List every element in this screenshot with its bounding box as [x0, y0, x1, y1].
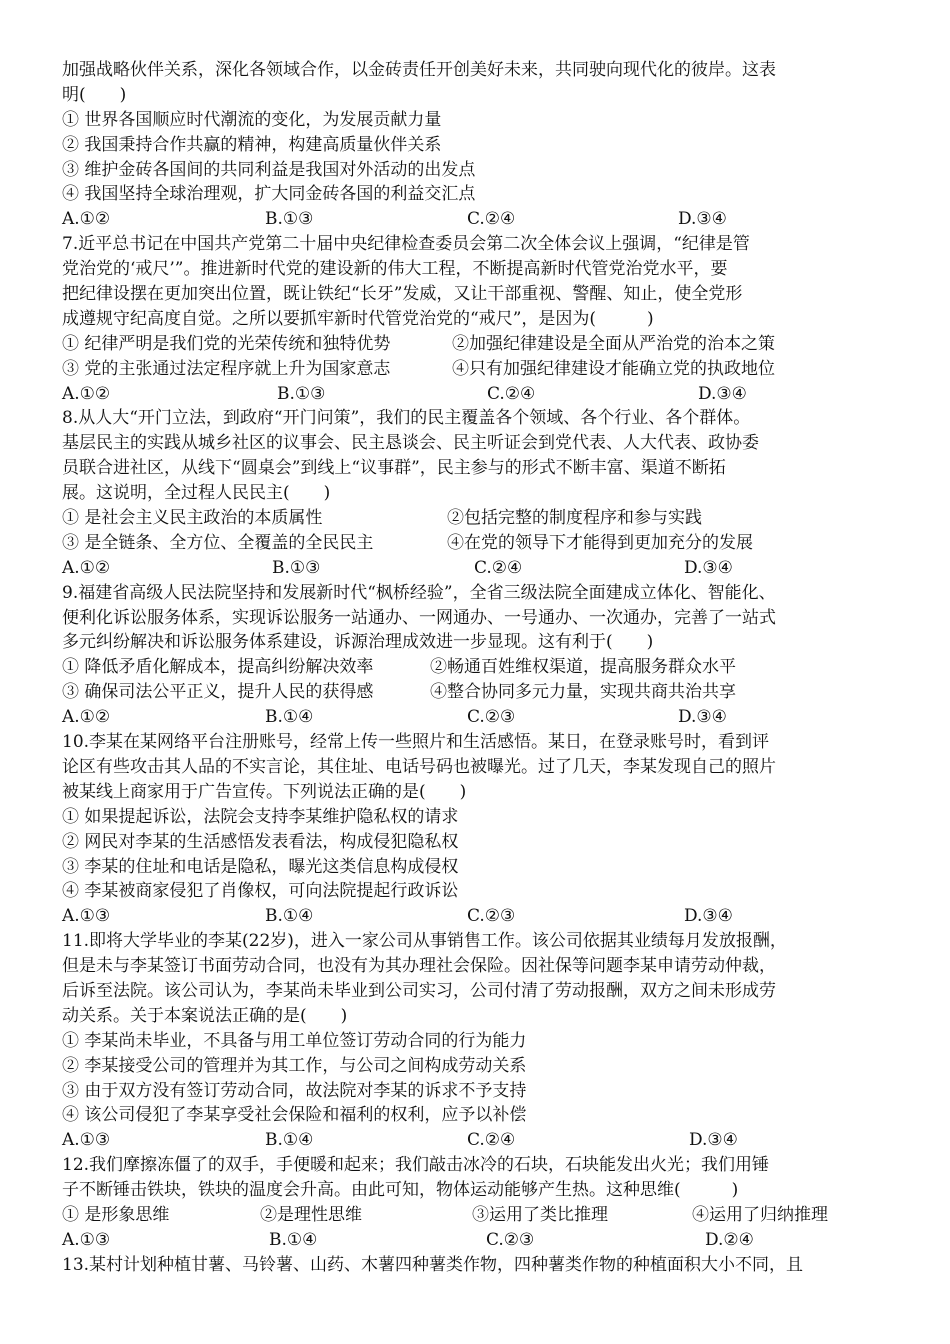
- choice-d: D.③④: [698, 383, 747, 404]
- statement-item: ① 是形象思维: [62, 1204, 170, 1225]
- statement-item: ②包括完整的制度程序和参与实践: [447, 508, 702, 529]
- choice-a: A.①②: [62, 707, 111, 728]
- question-13: [62, 1253, 902, 1278]
- choice-c: C.②③: [467, 906, 516, 927]
- statement-item: ② 李某接受公司的管理并为其工作，与公司之间构成劳动关系: [62, 1055, 527, 1076]
- stem-line: 10.李某在某网络平台注册账号，经常上传一些照片和生活感悟。某日，在登录账号时，看到评: [62, 732, 770, 753]
- answer-choices: [62, 207, 902, 232]
- stem-line: 动关系。关于本案说法正确的是( ): [62, 1005, 348, 1026]
- answer-choices: [62, 705, 902, 730]
- stem-line: 明( ): [62, 84, 127, 105]
- question-6: [62, 58, 902, 232]
- choice-d: D.③④: [684, 906, 733, 927]
- choice-c: C.②④: [487, 383, 536, 404]
- stem-line: 党治党的‘戒尺’”。推进新时代党的建设新的伟大工程，不断提高新时代管党治党水平，要: [62, 259, 728, 280]
- stem-line: 被某线上商家用于广告宣传。下列说法正确的是( ): [62, 781, 467, 802]
- choice-d: D.②④: [705, 1229, 754, 1250]
- choice-d: D.③④: [678, 209, 727, 230]
- statement-row: [62, 680, 902, 705]
- statement-row: [62, 1203, 902, 1228]
- choice-c: C.②④: [467, 209, 516, 230]
- choice-a: A.①③: [62, 906, 111, 927]
- choice-b: B.①④: [265, 1130, 314, 1151]
- statement-item: ① 降低矛盾化解成本，提高纠纷解决效率: [62, 657, 374, 678]
- choice-c: C.②④: [467, 1130, 516, 1151]
- stem-line: 8.从人大“开门立法，到政府“开门问策”，我们的民主覆盖各个领域、各个行业、各个群体。: [62, 408, 751, 429]
- statement-row: [62, 332, 902, 357]
- stem-line: 11.即将大学毕业的李某(22岁)，进入一家公司从事销售工作。该公司依据其业绩每月发放报酬，: [62, 931, 787, 952]
- choice-a: A.①②: [62, 209, 111, 230]
- statement-item: ②畅通百姓维权渠道，提高服务群众水平: [430, 657, 736, 678]
- choice-b: B.①④: [265, 707, 314, 728]
- stem-line: 12.我们摩擦冻僵了的双手，手便暖和起来；我们敲击冰冷的石块，石块能发出火光；我们用锤: [62, 1155, 770, 1176]
- stem-line: 加强战略伙伴关系，深化各领域合作，以金砖责任开创美好未来，共同驶向现代化的彼岸。这表: [62, 60, 776, 80]
- stem-line: 论区有些攻击其人品的不实言论，其住址、电话号码也被曝光。过了几天，李某发现自己的照片: [62, 756, 776, 777]
- choice-a: A.①③: [62, 1229, 111, 1250]
- statement-item: ④ 该公司侵犯了李某享受社会保险和福利的权利，应予以补偿: [62, 1105, 527, 1126]
- statement-item: ② 网民对李某的生活感悟发表看法，构成侵犯隐私权: [62, 831, 459, 852]
- statement-item: ④整合协同多元力量，实现共商共治共享: [430, 682, 736, 703]
- answer-choices: [62, 556, 902, 581]
- stem-line: 基层民主的实践从城乡社区的议事会、民主恳谈会、民主听证会到党代表、人大代表、政协委: [62, 433, 759, 454]
- choice-b: B.①③: [272, 557, 321, 578]
- statement-item: ① 是社会主义民主政治的本质属性: [62, 508, 323, 529]
- statement-item: ③ 李某的住址和电话是隐私，曝光这类信息构成侵权: [62, 856, 459, 877]
- statement-row: [62, 506, 902, 531]
- stem-line: 7.近平总书记在中国共产党第二十届中央纪律检查委员会第二次全体会议上强调，“纪律是管: [62, 234, 750, 255]
- statement-item: ③运用了类比推理: [472, 1204, 608, 1225]
- choice-c: C.②④: [474, 557, 523, 578]
- choice-a: A.①②: [62, 557, 111, 578]
- choice-c: C.②③: [486, 1229, 535, 1250]
- question-9: [62, 581, 902, 730]
- stem-line: 把纪律设摆在更加突出位置，既让铁纪“长牙”发威，又让干部重视、警醒、知止，使全党形: [62, 284, 743, 305]
- question-12: [62, 1153, 902, 1253]
- stem-line: 9.福建省高级人民法院坚持和发展新时代“枫桥经验”，全省三级法院全面建成立体化、智能化、: [62, 582, 776, 603]
- choice-b: B.①④: [265, 906, 314, 927]
- statement-item: ②是理性思维: [260, 1204, 362, 1225]
- stem-line: 便利化诉讼服务体系，实现诉讼服务一站通办、一网通办、一号通办、一次通办，完善了一站式: [62, 607, 776, 628]
- stem-line: 展。这说明，全过程人民民主( ): [62, 483, 331, 504]
- question-7: [62, 232, 902, 406]
- question-11: [62, 929, 902, 1153]
- choice-b: B.①③: [265, 209, 314, 230]
- choice-c: C.②③: [467, 707, 516, 728]
- exam-page: [62, 58, 902, 1278]
- stem-line: 13.某村计划种植甘薯、马铃薯、山药、木薯四种薯类作物，四种薯类作物的种植面积大小不同，且: [62, 1254, 804, 1275]
- answer-choices: [62, 1128, 902, 1153]
- statement-row: [62, 655, 902, 680]
- answer-choices: [62, 382, 902, 407]
- statement-item: ③ 党的主张通过法定程序就上升为国家意志: [62, 358, 391, 379]
- choice-d: D.③④: [678, 707, 727, 728]
- statement-item: ④ 李某被商家侵犯了肖像权，可向法院提起行政诉讼: [62, 881, 459, 902]
- statement-item: ① 如果提起诉讼，法院会支持李某维护隐私权的请求: [62, 806, 459, 827]
- choice-d: D.③④: [684, 557, 733, 578]
- stem-line: 后诉至法院。该公司认为，李某尚未毕业到公司实习，公司付清了劳动报酬，双方之间未形成劳: [62, 980, 776, 1001]
- statement-item: ③ 确保司法公平正义，提升人民的获得感: [62, 682, 374, 703]
- choice-a: A.①②: [62, 383, 111, 404]
- statement-row: [62, 531, 902, 556]
- choice-b: B.①③: [277, 383, 326, 404]
- stem-line: 但是未与李某签订书面劳动合同，也没有为其办理社会保险。因社保等问题李某申请劳动仲裁，: [62, 956, 776, 977]
- statement-item: ① 李某尚未毕业，不具备与用工单位签订劳动合同的行为能力: [62, 1030, 527, 1051]
- statement-item: ④在党的领导下才能得到更加充分的发展: [447, 532, 753, 553]
- statement-item: ① 纪律严明是我们党的光荣传统和独特优势: [62, 333, 391, 354]
- choice-b: B.①④: [269, 1229, 318, 1250]
- question-10: [62, 730, 902, 929]
- stem-line: 成遵规守纪高度自觉。之所以要抓牢新时代管党治党的“戒尺”，是因为( ): [62, 308, 654, 329]
- stem-line: 子不断锤击铁块，铁块的温度会升高。由此可知，物体运动能够产生热。这种思维( ): [62, 1180, 739, 1201]
- statement-item: ③ 是全链条、全方位、全覆盖的全民民主: [62, 532, 374, 553]
- statement-item: ②加强纪律建设是全面从严治党的治本之策: [452, 333, 775, 354]
- statement-row: [62, 357, 902, 382]
- question-8: [62, 406, 902, 580]
- statement-item: ② 我国秉持合作共赢的精神，构建高质量伙伴关系: [62, 134, 442, 155]
- stem-line: 员联合进社区，从线下“圆桌会”到线上“议事群”，民主参与的形式不断丰富、渠道不断拓: [62, 458, 726, 479]
- stem-line: 多元纠纷解决和诉讼服务体系建设，诉源治理成效进一步显现。这有利于( ): [62, 632, 654, 653]
- choice-d: D.③④: [689, 1130, 738, 1151]
- choice-a: A.①③: [62, 1130, 111, 1151]
- statement-item: ③ 由于双方没有签订劳动合同，故法院对李某的诉求不予支持: [62, 1080, 527, 1101]
- answer-choices: [62, 904, 902, 929]
- answer-choices: [62, 1228, 902, 1253]
- statement-item: ③ 维护金砖各国间的共同利益是我国对外活动的出发点: [62, 159, 476, 180]
- statement-item: ④只有加强纪律建设才能确立党的执政地位: [452, 358, 775, 379]
- statement-item: ④运用了归纳推理: [692, 1204, 828, 1225]
- statement-item: ④ 我国坚持全球治理观，扩大同金砖各国的利益交汇点: [62, 184, 476, 205]
- statement-item: ① 世界各国顺应时代潮流的变化，为发展贡献力量: [62, 109, 442, 130]
